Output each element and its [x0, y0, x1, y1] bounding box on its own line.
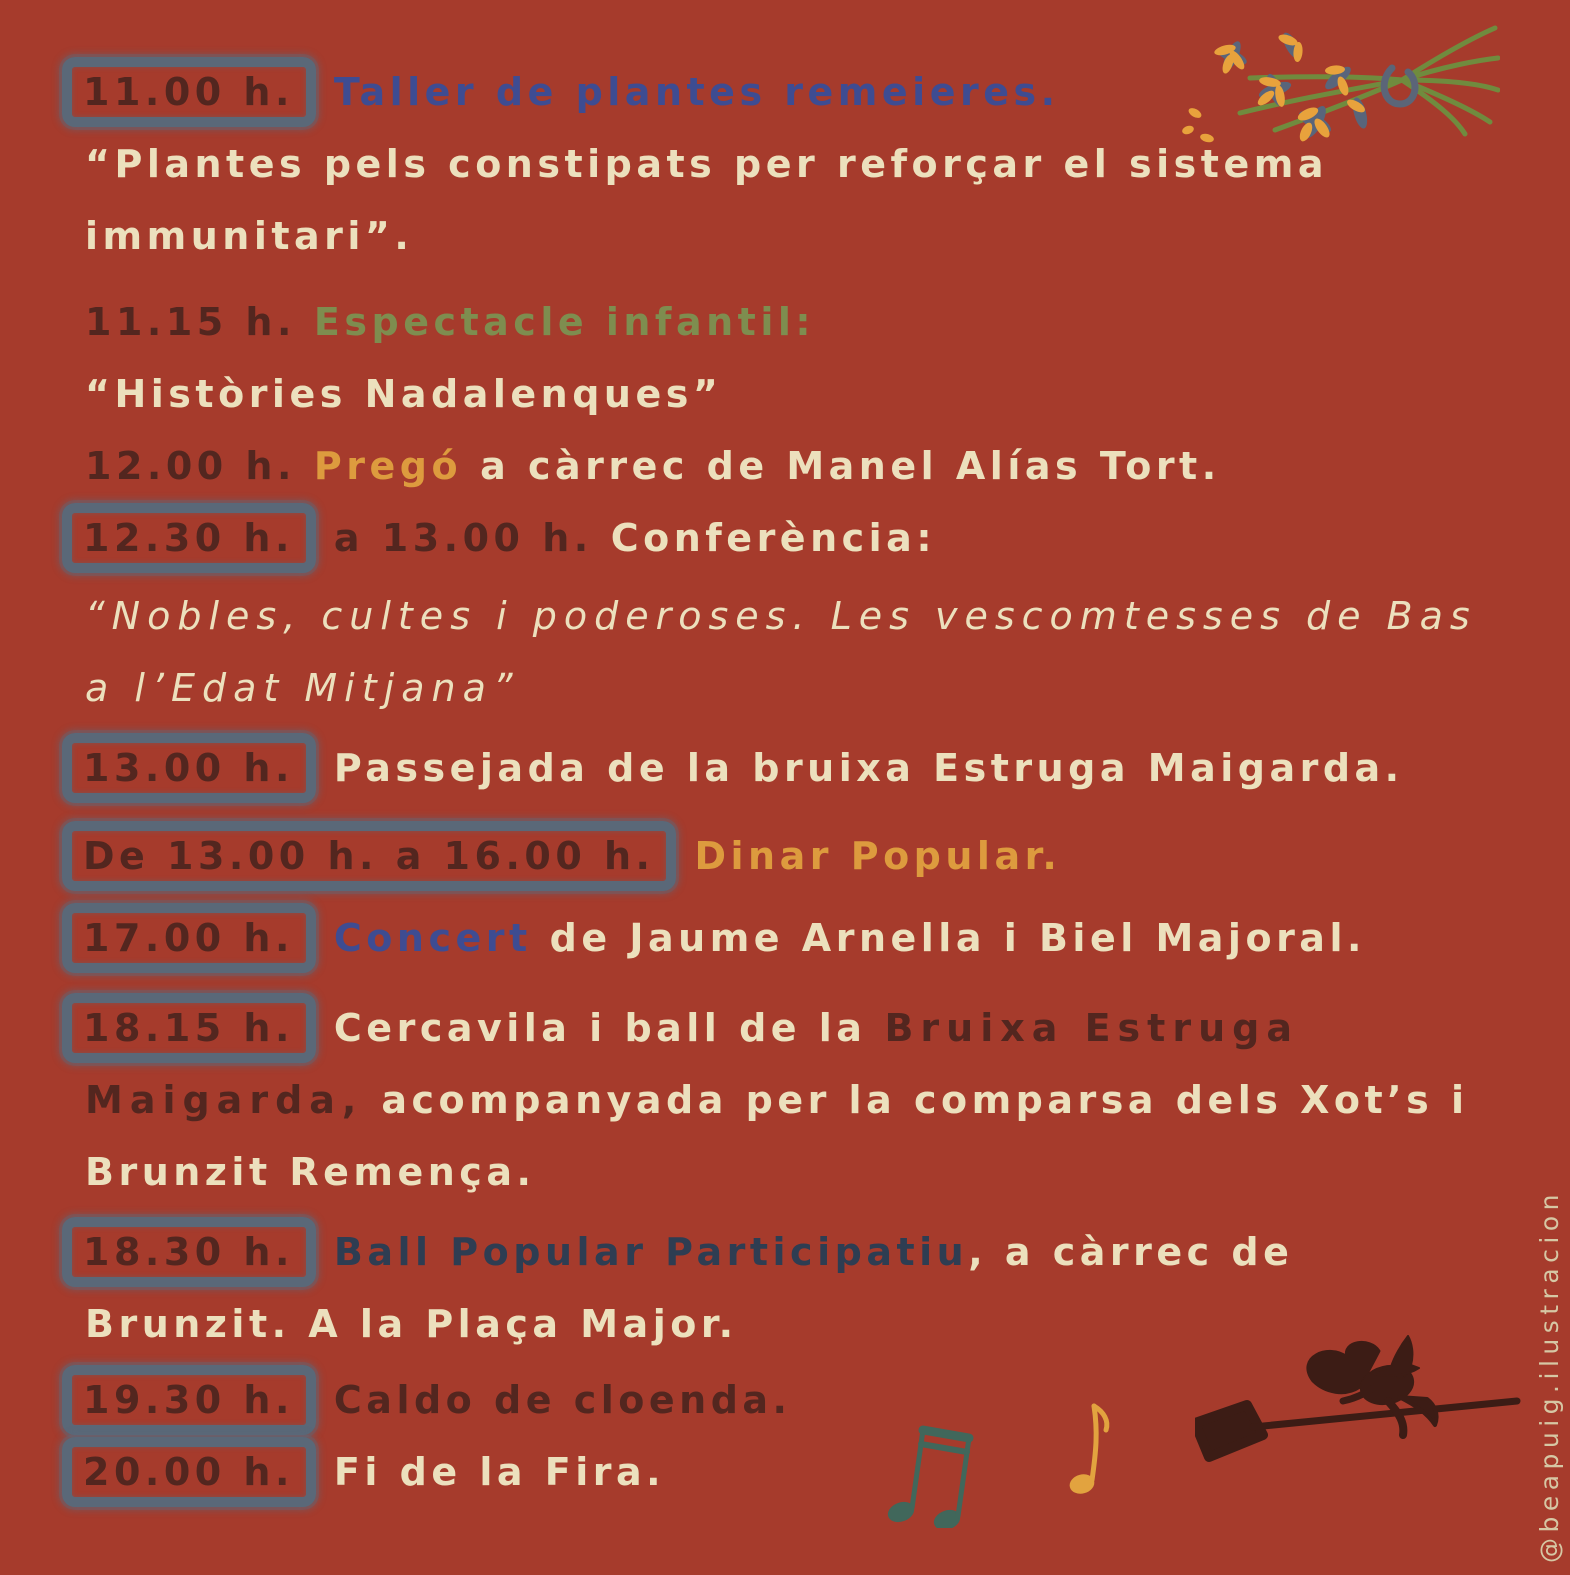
schedule-line [85, 502, 1570, 574]
event-title: Ball Popular Participatiu [333, 1230, 969, 1274]
time-label: 12.00 h. [85, 444, 296, 488]
schedule-line [85, 820, 1570, 892]
event-title: Caldo de cloenda. [333, 1378, 792, 1422]
time-box: 20.00 h. [62, 1437, 316, 1507]
event-title: Concert [333, 916, 532, 960]
flower-bouquet-icon [1180, 18, 1500, 168]
event-text: a l’Edat Mitjana” [85, 666, 520, 710]
schedule-line [85, 200, 1570, 272]
schedule-line [85, 1136, 1570, 1208]
time-box: 11.00 h. [62, 57, 316, 127]
event-text: “Històries Nadalenques” [85, 372, 723, 416]
event-text: Brunzit Remença. [85, 1150, 536, 1194]
witch-on-broom-icon [1195, 1335, 1525, 1475]
event-title: Pregó [313, 444, 463, 488]
event-text: a càrrec de Manel Alías Tort. [480, 444, 1221, 488]
time-box: 19.30 h. [62, 1365, 316, 1435]
event-text: , a càrrec de [968, 1230, 1294, 1274]
schedule-line [85, 902, 1570, 974]
time-box: 18.15 h. [62, 993, 316, 1063]
event-title: Fi de la Fira. [333, 1450, 666, 1494]
schedule-line [85, 1216, 1570, 1288]
event-text: “Plantes pels constipats per reforçar el sistema [85, 142, 1328, 186]
event-title: Espectacle infantil: [313, 300, 816, 344]
event-text: Brunzit. A la Plaça Major. [85, 1302, 738, 1346]
schedule-line [85, 430, 1570, 502]
schedule-line [85, 992, 1570, 1064]
music-note-single-icon [1068, 1392, 1118, 1497]
time-box: 17.00 h. [62, 903, 316, 973]
event-title: Dinar Popular. [694, 834, 1062, 878]
schedule-line [85, 1064, 1570, 1136]
event-text: Maigarda, [85, 1078, 364, 1122]
time-box: 18.30 h. [62, 1217, 316, 1287]
event-text: acompanyada per la comparsa dels Xot’s i [381, 1078, 1469, 1122]
schedule-line [85, 732, 1570, 804]
time-box: 12.30 h. [62, 503, 316, 573]
schedule-line [85, 580, 1570, 652]
time-box: De 13.00 h. a 16.00 h. [62, 821, 676, 891]
schedule-line [85, 358, 1570, 430]
time-box: 13.00 h. [62, 733, 316, 803]
event-title: Cercavila i ball de la [333, 1006, 867, 1050]
event-text: Bruixa Estruga [884, 1006, 1299, 1050]
credit-handle: @beapuig.ilustracion [1535, 1188, 1564, 1563]
schedule-line [85, 286, 1570, 358]
event-text: de Jaume Arnella i Biel Majoral. [549, 916, 1366, 960]
event-title: Taller de plantes remeieres. [333, 70, 1060, 114]
event-text: immunitari”. [85, 214, 414, 258]
time-label: 11.15 h. [85, 300, 296, 344]
music-note-double-icon [885, 1408, 975, 1528]
event-text: “Nobles, cultes i poderoses. Les vescomtesses de Bas [85, 594, 1477, 638]
event-title: Passejada de la bruixa Estruga Maigarda. [333, 746, 1404, 790]
time-label: a 13.00 h. [333, 516, 593, 560]
event-title: Conferència: [610, 516, 937, 560]
schedule-line [85, 652, 1570, 724]
